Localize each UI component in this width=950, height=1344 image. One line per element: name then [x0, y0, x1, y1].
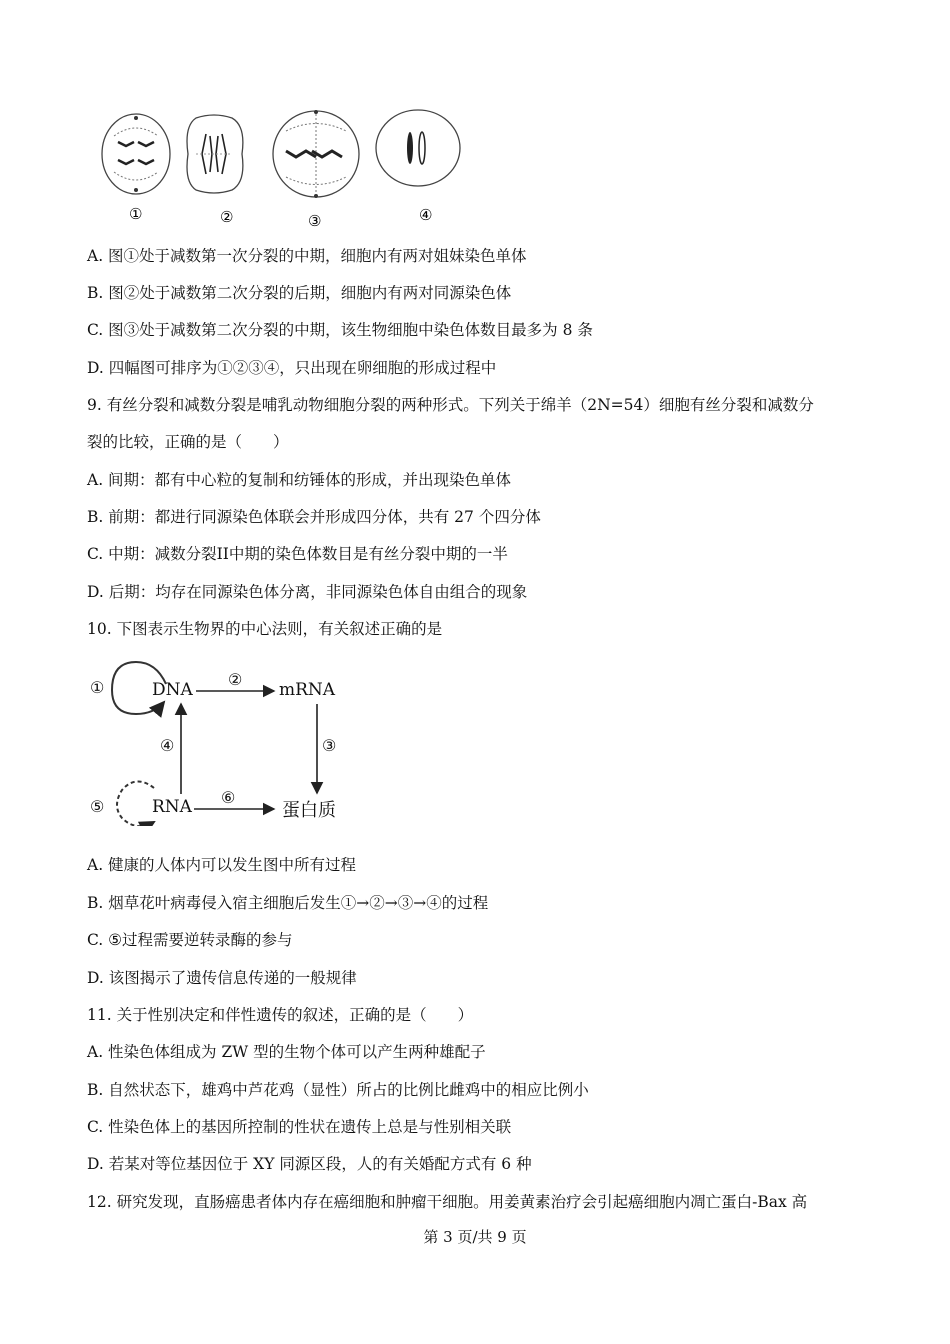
page-footer: 第 3 页/共 9 页 [423, 1228, 527, 1246]
q11-option-a: A. 性染色体组成为 ZW 型的生物个体可以产生两种雄配子 [87, 1043, 486, 1061]
q11-option-d: D. 若某对等位基因位于 XY 同源区段，人的有关婚配方式有 6 种 [87, 1155, 532, 1173]
cell-label-4: ④ [419, 206, 433, 224]
cell-label-2: ② [220, 208, 234, 226]
q9-option-a: A. 间期：都有中心粒的复制和纺锤体的形成，并出现染色单体 [87, 471, 512, 489]
cell-1-drawing [102, 114, 170, 194]
cell-division-figure [96, 106, 476, 230]
cell-label-1: ① [129, 205, 143, 223]
q11-option-c: C. 性染色体上的基因所控制的性状在遗传上总是与性别相关联 [87, 1118, 512, 1136]
dna-label: DNA [152, 680, 193, 700]
cell-2-drawing [187, 115, 243, 193]
q10-option-d: D. 该图揭示了遗传信息传递的一般规律 [87, 969, 357, 987]
q11-stem: 11. 关于性别决定和伴性遗传的叙述，正确的是（ ） [87, 1006, 474, 1024]
q12-stem: 12. 研究发现，直肠癌患者体内存在癌细胞和肿瘤干细胞。用姜黄素治疗会引起癌细胞内凋亡蛋白-Bax 高 [87, 1193, 808, 1211]
process-3-label: ③ [322, 736, 337, 755]
rna-label: RNA [152, 797, 192, 817]
q10-stem: 10. 下图表示生物界的中心法则，有关叙述正确的是 [87, 620, 443, 638]
q10-option-a: A. 健康的人体内可以发生图中所有过程 [87, 856, 357, 874]
q8-option-d: D. 四幅图可排序为①②③④，只出现在卵细胞的形成过程中 [87, 359, 497, 377]
process-4-label: ④ [160, 736, 175, 755]
q8-option-b: B. 图②处于减数第二次分裂的后期，细胞内有两对同源染色体 [87, 284, 512, 302]
protein-label: 蛋白质 [282, 800, 336, 821]
cell-4-drawing [376, 110, 460, 186]
q8-option-a: A. 图①处于减数第一次分裂的中期，细胞内有两对姐妹染色单体 [87, 247, 527, 265]
cell-3-drawing [273, 110, 359, 198]
mrna-label: mRNA [279, 680, 336, 700]
q10-option-b: B. 烟草花叶病毒侵入宿主细胞后发生①→②→③→④的过程 [87, 894, 489, 912]
cell-label-3: ③ [308, 212, 322, 230]
q9-option-b: B. 前期：都进行同源染色体联会并形成四分体，共有 27 个四分体 [87, 508, 541, 526]
process-6-label: ⑥ [221, 788, 236, 807]
q10-option-c: C. ⑤过程需要逆转录酶的参与 [87, 931, 293, 949]
process-1-label: ① [90, 678, 105, 697]
q9-stem-line1: 9. 有丝分裂和减数分裂是哺乳动物细胞分裂的两种形式。下列关于绵羊（2N=54）细胞有丝分裂和减数分 [87, 396, 814, 414]
q8-option-c: C. 图③处于减数第二次分裂的中期，该生物细胞中染色体数目最多为 8 条 [87, 321, 593, 339]
q9-option-d: D. 后期：均存在同源染色体分离，非同源染色体自由组合的现象 [87, 583, 528, 601]
q11-option-b: B. 自然状态下，雄鸡中芦花鸡（显性）所占的比例比雌鸡中的相应比例小 [87, 1081, 589, 1099]
q9-stem-line2: 裂的比较，正确的是（ ） [87, 433, 289, 451]
process-2-label: ② [228, 670, 243, 689]
q9-option-c: C. 中期：减数分裂II中期的染色体数目是有丝分裂中期的一半 [87, 545, 508, 563]
process-5-label: ⑤ [90, 797, 105, 816]
central-dogma-diagram [86, 656, 356, 826]
